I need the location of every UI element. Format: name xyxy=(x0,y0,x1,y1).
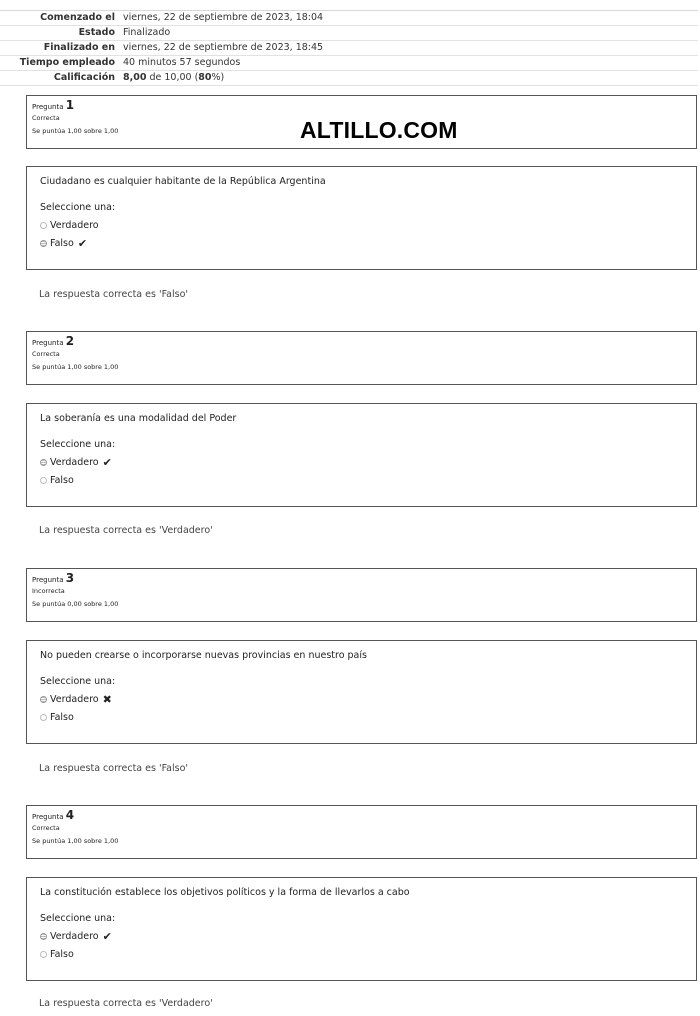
option-label: Verdadero xyxy=(50,693,99,705)
question-label: Pregunta xyxy=(32,576,64,584)
question-state: Incorrecta xyxy=(32,587,65,595)
question-info-4 xyxy=(26,805,697,859)
question-content-3 xyxy=(26,640,697,744)
radio-button[interactable] xyxy=(40,714,47,721)
answer-prompt: Seleccione una: xyxy=(40,202,116,213)
right-answer: La respuesta correcta es 'Verdadero' xyxy=(39,998,213,1009)
question-info-3 xyxy=(26,568,697,622)
summary-key: Comenzado el xyxy=(40,12,115,23)
question-content-4 xyxy=(26,877,697,981)
radio-button[interactable] xyxy=(40,240,47,247)
question-num: 1 xyxy=(65,98,75,112)
summary-value: viernes, 22 de septiembre de 2023, 18:45 xyxy=(123,42,324,53)
summary-row-started xyxy=(0,10,698,25)
radio-button[interactable] xyxy=(40,696,47,703)
grade-score: 8,00 xyxy=(123,72,147,83)
question-number xyxy=(32,809,696,823)
question-content-1 xyxy=(26,166,697,270)
right-answer: La respuesta correcta es 'Falso' xyxy=(39,763,188,774)
question-label: Pregunta xyxy=(32,813,64,821)
option-label: Verdadero xyxy=(50,456,99,468)
question-num: 4 xyxy=(65,808,75,822)
option-label: Falso xyxy=(50,237,74,249)
question-grade: Se puntúa 1,00 sobre 1,00 xyxy=(32,127,119,135)
option-falso[interactable] xyxy=(40,471,696,489)
check-icon: ✔ xyxy=(102,929,112,943)
question-grade: Se puntúa 1,00 sobre 1,00 xyxy=(32,837,119,845)
option-label: Falso xyxy=(50,474,74,486)
radio-button[interactable] xyxy=(40,951,47,958)
option-verdadero[interactable] xyxy=(40,453,696,471)
summary-row-grade xyxy=(0,70,698,86)
summary-value xyxy=(123,71,698,85)
option-label: Falso xyxy=(50,711,74,723)
question-number xyxy=(32,99,696,113)
question-text: La constitución establece los objetivos políticos y la forma de llevarlos a cabo xyxy=(40,887,410,898)
check-icon: ✔ xyxy=(102,455,112,469)
option-label: Falso xyxy=(50,948,74,960)
option-label: Verdadero xyxy=(50,930,99,942)
radio-button[interactable] xyxy=(40,933,47,940)
question-num: 3 xyxy=(65,571,75,585)
radio-button[interactable] xyxy=(40,459,47,466)
grade-percent: 80 xyxy=(198,72,212,83)
option-falso[interactable] xyxy=(40,945,696,963)
cross-icon: ✖ xyxy=(102,692,112,706)
grade-end: %) xyxy=(211,72,225,83)
option-falso[interactable] xyxy=(40,234,696,252)
summary-key: Finalizado en xyxy=(43,42,115,53)
question-text: Ciudadano es cualquier habitante de la República Argentina xyxy=(40,176,326,187)
grade-mid: de 10,00 ( xyxy=(146,72,199,83)
check-icon: ✔ xyxy=(77,236,88,250)
question-number xyxy=(32,572,696,586)
option-verdadero[interactable] xyxy=(40,216,696,234)
question-number xyxy=(32,335,696,349)
question-content-2 xyxy=(26,403,697,507)
quiz-summary xyxy=(0,10,698,86)
question-num: 2 xyxy=(65,334,75,348)
question-state: Correcta xyxy=(32,114,60,122)
summary-row-time xyxy=(0,55,698,70)
question-label: Pregunta xyxy=(32,339,64,347)
question-grade: Se puntúa 0,00 sobre 1,00 xyxy=(32,600,119,608)
question-text: La soberanía es una modalidad del Poder xyxy=(40,413,237,424)
answer-prompt: Seleccione una: xyxy=(40,913,116,924)
radio-button[interactable] xyxy=(40,222,47,229)
radio-button[interactable] xyxy=(40,477,47,484)
question-grade: Se puntúa 1,00 sobre 1,00 xyxy=(32,363,119,371)
right-answer: La respuesta correcta es 'Verdadero' xyxy=(39,525,213,536)
question-label: Pregunta xyxy=(32,103,64,111)
summary-row-finished xyxy=(0,40,698,55)
question-text: No pueden crearse o incorporarse nuevas provincias en nuestro país xyxy=(40,650,367,661)
option-falso[interactable] xyxy=(40,708,696,726)
answer-prompt: Seleccione una: xyxy=(40,676,116,687)
right-answer: La respuesta correcta es 'Falso' xyxy=(39,289,188,300)
option-verdadero[interactable] xyxy=(40,927,696,945)
summary-key: Tiempo empleado xyxy=(19,57,115,68)
summary-value: viernes, 22 de septiembre de 2023, 18:04 xyxy=(123,12,324,23)
question-state: Correcta xyxy=(32,350,60,358)
summary-key: Calificación xyxy=(53,72,115,83)
summary-value: Finalizado xyxy=(123,27,171,38)
question-info-1 xyxy=(26,95,697,149)
summary-row-state xyxy=(0,25,698,40)
answer-prompt: Seleccione una: xyxy=(40,439,116,450)
summary-value: 40 minutos 57 segundos xyxy=(123,57,241,68)
option-verdadero[interactable] xyxy=(40,690,696,708)
question-info-2 xyxy=(26,331,697,385)
summary-key: Estado xyxy=(78,27,115,38)
question-state: Correcta xyxy=(32,824,60,832)
option-label: Verdadero xyxy=(50,219,99,231)
watermark-logo: ALTILLO.COM xyxy=(300,117,458,143)
